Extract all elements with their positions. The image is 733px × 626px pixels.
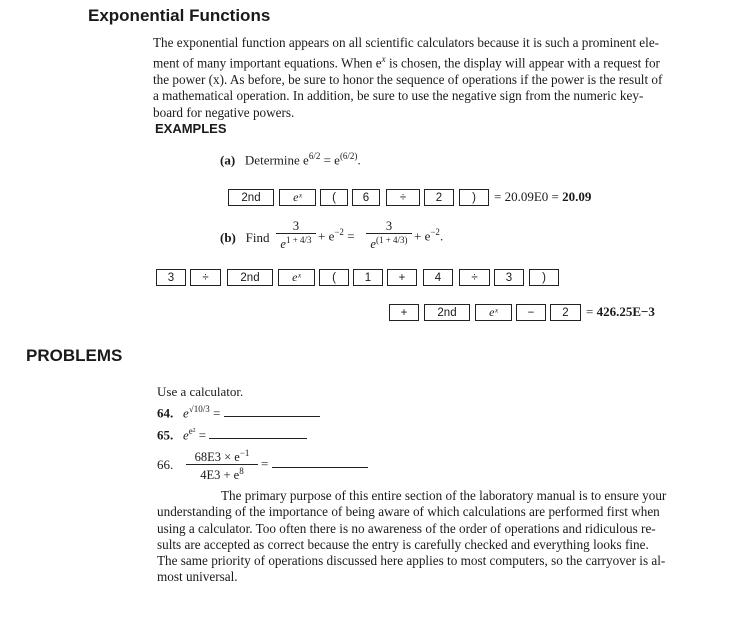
example-b-tail: + $e^{-2}$. [414, 227, 444, 244]
problem-66-fraction: $\frac{68E3 \times e^{-1}}{4E3 + e^8}$ [186, 447, 258, 482]
key-3[interactable]: 3 [494, 269, 524, 286]
key-exp[interactable]: eˣ [279, 189, 316, 206]
key-2nd[interactable]: 2nd [424, 304, 470, 321]
answer-blank[interactable] [272, 456, 368, 468]
key-2[interactable]: 2 [424, 189, 454, 206]
key-plus[interactable]: + [389, 304, 419, 321]
examples-heading: EXAMPLES [155, 121, 227, 136]
closing-line: most universal. [157, 569, 238, 585]
intro-line: The exponential function appears on all scientific calculators because it is such a prominent ele- [153, 35, 660, 50]
problem-66-number: 66. [157, 457, 174, 472]
closing-line: The same priority of operations discussed here applies to most computers, so the carryover is al- [157, 553, 666, 569]
example-b-label: (b) Find [220, 230, 270, 245]
closing-line: using a calculator. Too often there is no awareness of the order of operations and ridiculous re- [157, 520, 656, 536]
closing-line: sults are accepted as correct because the entry is carefully checked and everything looks fine. [157, 536, 649, 552]
key-close-paren[interactable]: ) [459, 189, 489, 206]
example-a-result: = 20.09E0 = 20.09 [494, 189, 592, 204]
key-negative[interactable]: − [516, 304, 546, 321]
intro-line: ment of many important equations. When $e^x$ is chosen, the display will appear with a request for [153, 54, 660, 71]
key-plus[interactable]: + [387, 269, 417, 286]
key-2nd[interactable]: 2nd [228, 189, 274, 206]
key-exp[interactable]: eˣ [278, 269, 315, 286]
closing-paragraph [157, 488, 673, 586]
example-b-result: = 426.25E−3 [586, 304, 655, 319]
key-1[interactable]: 1 [353, 269, 383, 286]
key-divide[interactable]: ÷ [386, 189, 420, 206]
answer-blank[interactable] [224, 405, 320, 417]
key-3[interactable]: 3 [156, 269, 186, 286]
problem-64: 64. $e^{√10/3}$ = [157, 404, 320, 421]
key-divide[interactable]: ÷ [190, 269, 221, 286]
key-open-paren[interactable]: ( [319, 269, 349, 286]
example-a-statement: (a) Determine $e^{6/2} = e^{(6/2)}$. [220, 151, 361, 168]
key-4[interactable]: 4 [423, 269, 453, 286]
problem-66-answer: = [261, 456, 368, 472]
key-open-paren[interactable]: ( [320, 189, 348, 206]
intro-line: a mathematical operation. In addition, be sure to use the negative sign from the numeric key- [153, 88, 644, 104]
key-2[interactable]: 2 [550, 304, 581, 321]
key-exp[interactable]: eˣ [475, 304, 512, 321]
problems-heading: PROBLEMS [26, 346, 123, 365]
intro-line: board for negative powers. [153, 104, 295, 120]
problems-intro: Use a calculator. [157, 384, 244, 399]
section-heading: Exponential Functions [88, 6, 271, 25]
closing-line: understanding of the importance of being aware of which calculations are performed first when [157, 504, 660, 520]
example-b-middle: + $e^{-2}$ = [318, 227, 355, 244]
intro-paragraph [153, 35, 671, 121]
key-2nd[interactable]: 2nd [227, 269, 273, 286]
example-b-fraction-1: $\frac{3}{e^{1 + 4/3}}$ [276, 220, 316, 251]
problem-65: 65. $e^{e^2}$ = [157, 426, 307, 443]
key-close-paren[interactable]: ) [529, 269, 559, 286]
intro-line: the power (x). As before, be sure to honor the sequence of operations if the power is the result of [153, 71, 663, 87]
closing-line: The primary purpose of this entire section of the laboratory manual is to ensure your [221, 488, 667, 503]
key-divide[interactable]: ÷ [459, 269, 490, 286]
example-b-fraction-2: $\frac{3}{e^{(1 + 4/3)}}$ [366, 220, 412, 251]
key-6[interactable]: 6 [352, 189, 380, 206]
answer-blank[interactable] [209, 427, 307, 439]
